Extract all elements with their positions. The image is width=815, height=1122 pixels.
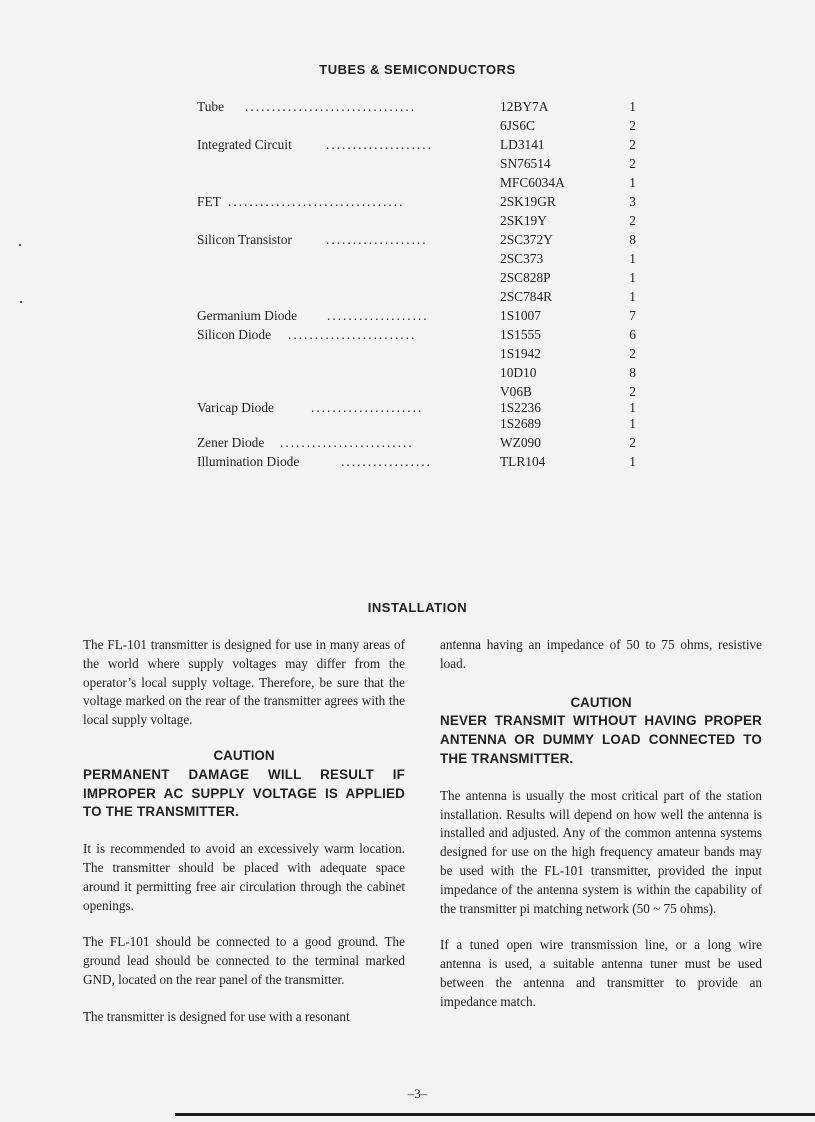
part-number: 2SK19Y (500, 213, 547, 228)
part-number: 1S1007 (500, 308, 541, 323)
part-quantity: 8 (629, 232, 636, 247)
part-number: 2SC828P (500, 270, 551, 285)
part-number: V06B (500, 384, 532, 399)
part-number: MFC6034A (500, 175, 565, 190)
part-quantity: 2 (629, 156, 636, 171)
part-quantity: 2 (629, 118, 636, 133)
part-number: 2SC784R (500, 289, 553, 304)
parts-section-title: TUBES & SEMICONDUCTORS (319, 62, 516, 77)
part-category: Tube (197, 99, 225, 114)
part-number: SN76514 (500, 156, 551, 171)
dot-leader: ..................... (311, 400, 424, 415)
installation-title: INSTALLATION (367, 600, 468, 615)
dot-leader: ................................ (245, 99, 417, 114)
part-category: Integrated Circuit (197, 137, 292, 152)
part-number: 10D10 (500, 365, 537, 380)
part-quantity: 1 (629, 251, 636, 266)
installation-left-column (83, 636, 405, 1027)
part-quantity: 1 (629, 400, 636, 415)
part-number: 1S2236 (500, 400, 541, 415)
dot-leader: ................................. (228, 194, 405, 209)
resonant-antenna-paragraph: The transmitter is designed for use with a resonant (83, 1008, 350, 1024)
part-number: 2SC373 (500, 251, 544, 266)
location-paragraph: It is recommended to avoid an excessively warm location. The transmitter should be placed with adequate space around it permitting free air circulation through the cabinet openings. (83, 841, 405, 913)
part-category: Illumination Diode (197, 454, 300, 469)
part-category: Varicap Diode (197, 400, 274, 415)
part-quantity: 2 (629, 384, 636, 399)
part-number: 1S1942 (500, 346, 541, 361)
caution-title: CAUTION (570, 694, 632, 710)
part-quantity: 1 (629, 270, 636, 285)
part-quantity: 1 (629, 289, 636, 304)
dot-leader: ........................ (288, 327, 417, 342)
tuner-paragraph: If a tuned open wire transmission line, or a long wire antenna is used, a suitable antenna tuner must be used between the antenna and transmitter to provide an impedance match. (440, 937, 762, 1009)
voltage-paragraph: The FL-101 transmitter is designed for use in many areas of the world where supply voltages may differ from the operator’s local supply voltage. Therefore, be sure that the voltage marked on the rear of the transmitter agrees with the local supply voltage. (83, 637, 405, 728)
dot-leader: ................... (326, 232, 428, 247)
part-number: 2SK19GR (500, 194, 556, 209)
part-number: 1S2689 (500, 416, 541, 431)
part-category: Silicon Diode (197, 327, 272, 342)
ground-paragraph: The FL-101 should be connected to a good ground. The ground lead should be connected to the terminal marked GND, located on the rear panel of the transmitter. (83, 934, 405, 987)
part-number: 12BY7A (500, 99, 549, 114)
part-quantity: 3 (629, 194, 636, 209)
part-number: TLR104 (500, 454, 546, 469)
part-quantity: 2 (629, 213, 636, 228)
part-quantity: 8 (629, 365, 636, 380)
dot-leader: ................. (341, 454, 432, 469)
footer-rule (175, 1113, 815, 1116)
caution-supply-voltage: PERMANENT DAMAGE WILL RESULT IF IMPROPER AC SUPPLY VOLTAGE IS APPLIED TO THE TRANSMITTER. (83, 766, 405, 820)
dot-leader: .................... (326, 137, 433, 152)
part-quantity: 2 (629, 137, 636, 152)
page-number: –3– (407, 1086, 428, 1101)
impedance-paragraph: antenna having an impedance of 50 to 75 ohms, resistive load. (440, 637, 762, 671)
part-quantity: 7 (629, 308, 636, 323)
antenna-paragraph: The antenna is usually the most critical part of the station installation. Results will depend on how well the antenna is installed and adjusted. Any of the common antenna systems designed for use on the high frequency amateur bands may be used with the FL-101 transmitter, provided the input impedance of the antenna system is within the capability of the transmitter pi matching network (50 ~ 75 ohms). (440, 787, 762, 916)
part-quantity: 2 (629, 435, 636, 450)
part-quantity: 1 (629, 416, 636, 431)
part-category: FET (197, 194, 221, 209)
part-category: Silicon Transistor (197, 232, 292, 247)
caution-title: CAUTION (213, 747, 275, 763)
part-quantity: 1 (629, 454, 636, 469)
caution-dummy-load: NEVER TRANSMIT WITHOUT HAVING PROPER ANTENNA OR DUMMY LOAD CONNECTED TO THE TRANSMITTER. (440, 713, 762, 766)
part-quantity: 2 (629, 346, 636, 361)
part-quantity: 1 (629, 175, 636, 190)
dot-leader: ......................... (280, 435, 414, 450)
scan-mark (20, 301, 22, 303)
dot-leader: ................... (327, 308, 429, 323)
part-category: Zener Diode (197, 435, 265, 450)
part-number: LD3141 (500, 137, 545, 152)
part-number: WZ090 (500, 435, 541, 450)
installation-right-column (440, 636, 762, 1012)
part-quantity: 1 (629, 99, 636, 114)
part-number: 1S1555 (500, 327, 541, 342)
part-number: 2SC372Y (500, 232, 553, 247)
scan-mark (19, 244, 21, 246)
part-category: Germanium Diode (197, 308, 298, 323)
part-quantity: 6 (629, 327, 636, 342)
part-number: 6JS6C (500, 118, 535, 133)
